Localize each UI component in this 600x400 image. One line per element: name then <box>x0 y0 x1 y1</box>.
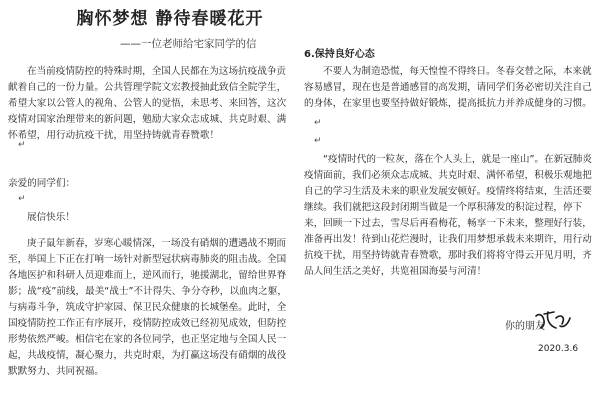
signoff-text: 你的朋友 <box>505 321 545 332</box>
body-paragraph-1: 庚子鼠年新春，岁寒心暖情深，一场没有硝烟的遭遇战不期而至，举国上下正在打响一场针对新型冠状病毒肺炎的阻击战。全国各地医护和科研人员迎难而上，逆风而行，驰援湖北，留给世界脊影；战“疫”前线，最美“战士”不计得失、争分夺秒，以血肉之躯，与病毒斗争，筑成守护家园、保卫民众健康的长城堡垒。此时，全国疫情防控工作正有序展开，疫情防控成效已经初见成效，但防控形势依然严峻。相信宅在家的各位同学，也正坚定地与全国人民一起，共战疫情，凝心聚力，共克时艰，为打赢这场没有硝烟的战役默默努力、共同祝福。 <box>8 238 287 377</box>
paragraph-mark-icon: ↵ <box>314 118 322 128</box>
paragraph-mark-icon: ↵ <box>18 140 26 150</box>
greeting-line: 亲爱的同学们： <box>8 178 76 189</box>
paragraph-mark-icon: ↵ <box>314 136 322 146</box>
section-heading: 6.保持良好心态 <box>304 49 375 60</box>
letter-date: 2020.3.6 <box>538 344 579 354</box>
festival-line: 展信快乐！ <box>27 212 75 223</box>
intro-paragraph: 在当前疫情防控的特殊时期，全国人民都在为这场抗疫战争贡献着自己的一份力量。公共管理学院文宏教授抽此致信全院学生，希望大家以公管人的视角、公管人的觉悟，未思考、来回答，这次疫情对国家治理带来的新问题，勉励大家众志成城、共克时艰、满怀希望，用行动抗疫干扰，用坚持铸就青春赞歌！ <box>8 66 287 141</box>
signature-icon <box>532 306 574 334</box>
right-column <box>300 0 600 400</box>
letter-title: 胸怀梦想 静待春暖花开 <box>76 9 264 29</box>
letter-subtitle: ——一位老师给宅家同学的信 <box>120 38 257 50</box>
closing-paragraph: “疫情时代的一粒灰，落在个人头上，就是一座山”。在新冠肺炎疫情面前，我们必须众志成城、共克时艰、满怀希望，积极乐观地把自己的学习生活及未来的职业发展安顿好。疫情终将结束，生活还要继续。我们就把这段封闭期当做是一个厚积薄发的积淀过程，停下来，回顾一下过去，雪尽后再看梅花，畅享一下未来，整理好行装，准备再出发！待到山花烂漫时，让我们用梦想承载未来期许，用行动抗疫干扰，用坚持铸就青春赞歌，那时我们将将守得云开见月明，齐品人间生活之美好，共览祖国海晏与河清！ <box>304 154 592 277</box>
section-paragraph: 不要人为制造恐慌，每天惶惶不得终日。冬春交替之际，本来就容易感冒，现在也是普通感冒的高发期，请同学们务必密切关注自己的身体，在家里也要坚持做好锻炼，提高抵抗力并养成健身的习惯。 <box>304 66 592 109</box>
paragraph-mark-icon: ↵ <box>18 194 26 204</box>
